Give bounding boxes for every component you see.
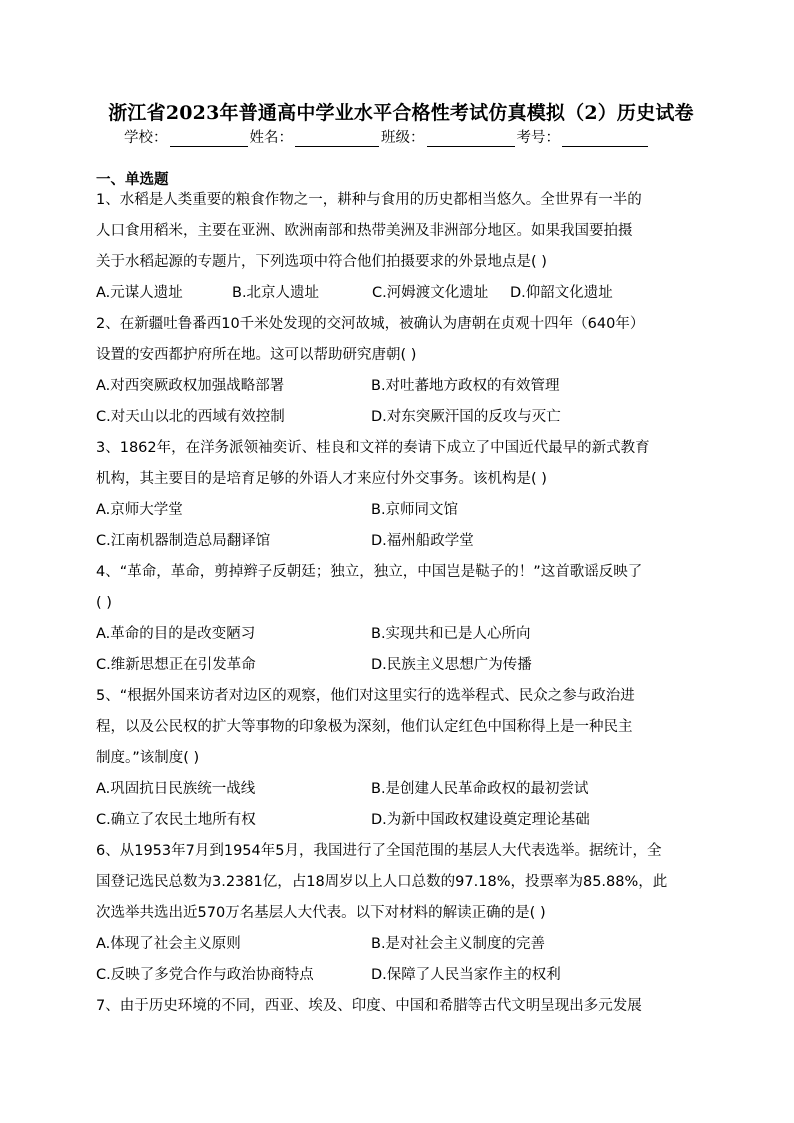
option-row — [96, 929, 696, 960]
option-c[interactable]: C.对天山以北的西域有效控制 — [96, 409, 285, 425]
section-heading: 一、单选题 — [96, 172, 169, 188]
option-b[interactable]: B.对吐蕃地方政权的有效管理 — [371, 378, 560, 394]
question-text-line: 设置的安西都护府所在地。这可以帮助研究唐朝( ) — [96, 347, 417, 363]
option-d[interactable]: D.福州船政学堂 — [371, 533, 474, 549]
option-b[interactable]: B.京师同文馆 — [371, 502, 459, 518]
option-d[interactable]: D.为新中国政权建设奠定理论基础 — [371, 812, 590, 828]
question-text-line: 3、1862年，在洋务派领袖奕䜣、桂良和文祥的奏请下成立了中国近代最早的新式教育 — [96, 440, 650, 456]
option-row — [96, 526, 696, 557]
question-text-line: 制度。”该制度( ) — [96, 750, 200, 766]
option-row — [96, 619, 696, 650]
question-text-line: 程，以及公民权的扩大等事物的印象极为深刻，他们认定红色中国称得上是一种民主 — [96, 719, 633, 735]
school-label: 学校： — [124, 130, 168, 146]
option-d[interactable]: D.保障了人民当家作主的权利 — [371, 967, 561, 983]
option-row — [96, 371, 696, 402]
question-text-line: 4、“革命，革命，剪掉辫子反朝廷；独立，独立，中国岂是鞑子的！”这首歌谣反映了 — [96, 564, 643, 580]
option-row — [96, 495, 696, 526]
question-3 — [96, 433, 696, 557]
option-c[interactable]: C.确立了农民土地所有权 — [96, 812, 256, 828]
question-text-line: 关于水稻起源的专题片，下列选项中符合他们拍摄要求的外景地点是( ) — [96, 254, 547, 270]
question-6 — [96, 836, 696, 991]
option-b[interactable]: B.是创建人民革命政权的最初尝试 — [371, 781, 589, 797]
name-blank[interactable] — [295, 130, 379, 147]
question-text-line: 2、在新疆吐鲁番西10千米处发现的交河故城，被确认为唐朝在贞观十四年（640年） — [96, 316, 645, 332]
question-text-line: 6、从1953年7月到1954年5月，我国进行了全国范围的基层人大代表选举。据统计，全 — [96, 843, 662, 859]
page-title: 浙江省2023年普通高中学业水平合格性考试仿真模拟（2）历史试卷 — [108, 102, 694, 124]
option-row — [96, 278, 696, 309]
question-text-line: 人口食用稻米，主要在亚洲、欧洲南部和热带美洲及非洲部分地区。如果我国要拍摄 — [96, 223, 633, 239]
option-row — [96, 774, 696, 805]
question-text-line: 机构，其主要目的是培育足够的外语人才来应付外交事务。该机构是( ) — [96, 471, 547, 487]
option-a[interactable]: A.巩固抗日民族统一战线 — [96, 781, 256, 797]
question-5 — [96, 681, 696, 836]
question-list — [96, 185, 696, 1022]
option-row — [96, 402, 696, 433]
option-b[interactable]: B.是对社会主义制度的完善 — [371, 936, 546, 952]
question-text-line: 1、水稻是人类重要的粮食作物之一，耕种与食用的历史都相当悠久。全世界有一半的 — [96, 192, 642, 208]
option-c[interactable]: C.维新思想正在引发革命 — [96, 657, 256, 673]
option-b[interactable]: B.实现共和已是人心所向 — [371, 626, 531, 642]
question-text-line: 国登记选民总数为3.2381亿，占18周岁以上人口总数的97.18%，投票率为85.88%，此 — [96, 874, 668, 890]
option-a[interactable]: A.元谋人遗址 — [96, 285, 183, 301]
question-text-line: 7、由于历史环境的不同，西亚、埃及、印度、中国和希腊等古代文明呈现出多元发展 — [96, 998, 642, 1014]
question-2 — [96, 309, 696, 433]
option-row — [96, 650, 696, 681]
option-a[interactable]: A.革命的目的是改变陋习 — [96, 626, 256, 642]
option-d[interactable]: D.仰韶文化遗址 — [510, 285, 613, 301]
option-a[interactable]: A.对西突厥政权加强战略部署 — [96, 378, 285, 394]
question-text-line: 次选举共选出近570万名基层人大代表。以下对材料的解读正确的是( ) — [96, 905, 546, 921]
school-blank[interactable] — [170, 130, 248, 147]
student-info-row — [124, 126, 650, 147]
exam-no-label: 考号： — [516, 130, 560, 146]
option-b[interactable]: B.北京人遗址 — [232, 285, 320, 301]
question-text-line: 5、“根据外国来访者对边区的观察，他们对这里实行的选举程式、民众之参与政治进 — [96, 688, 635, 704]
option-row — [96, 960, 696, 991]
question-7 — [96, 991, 696, 1022]
option-a[interactable]: A.京师大学堂 — [96, 502, 183, 518]
option-c[interactable]: C.河姆渡文化遗址 — [372, 285, 489, 301]
question-text-line: ( ) — [96, 595, 112, 611]
option-a[interactable]: A.体现了社会主义原则 — [96, 936, 241, 952]
class-label: 班级： — [381, 130, 425, 146]
option-row — [96, 805, 696, 836]
question-4 — [96, 557, 696, 681]
name-label: 姓名： — [249, 130, 293, 146]
question-1 — [96, 185, 696, 309]
class-blank[interactable] — [427, 130, 515, 147]
option-d[interactable]: D.对东突厥汗国的反攻与灭亡 — [371, 409, 561, 425]
option-d[interactable]: D.民族主义思想广为传播 — [371, 657, 532, 673]
option-c[interactable]: C.反映了多党合作与政治协商特点 — [96, 967, 314, 983]
exam-no-blank[interactable] — [562, 130, 648, 147]
option-c[interactable]: C.江南机器制造总局翻译馆 — [96, 533, 271, 549]
